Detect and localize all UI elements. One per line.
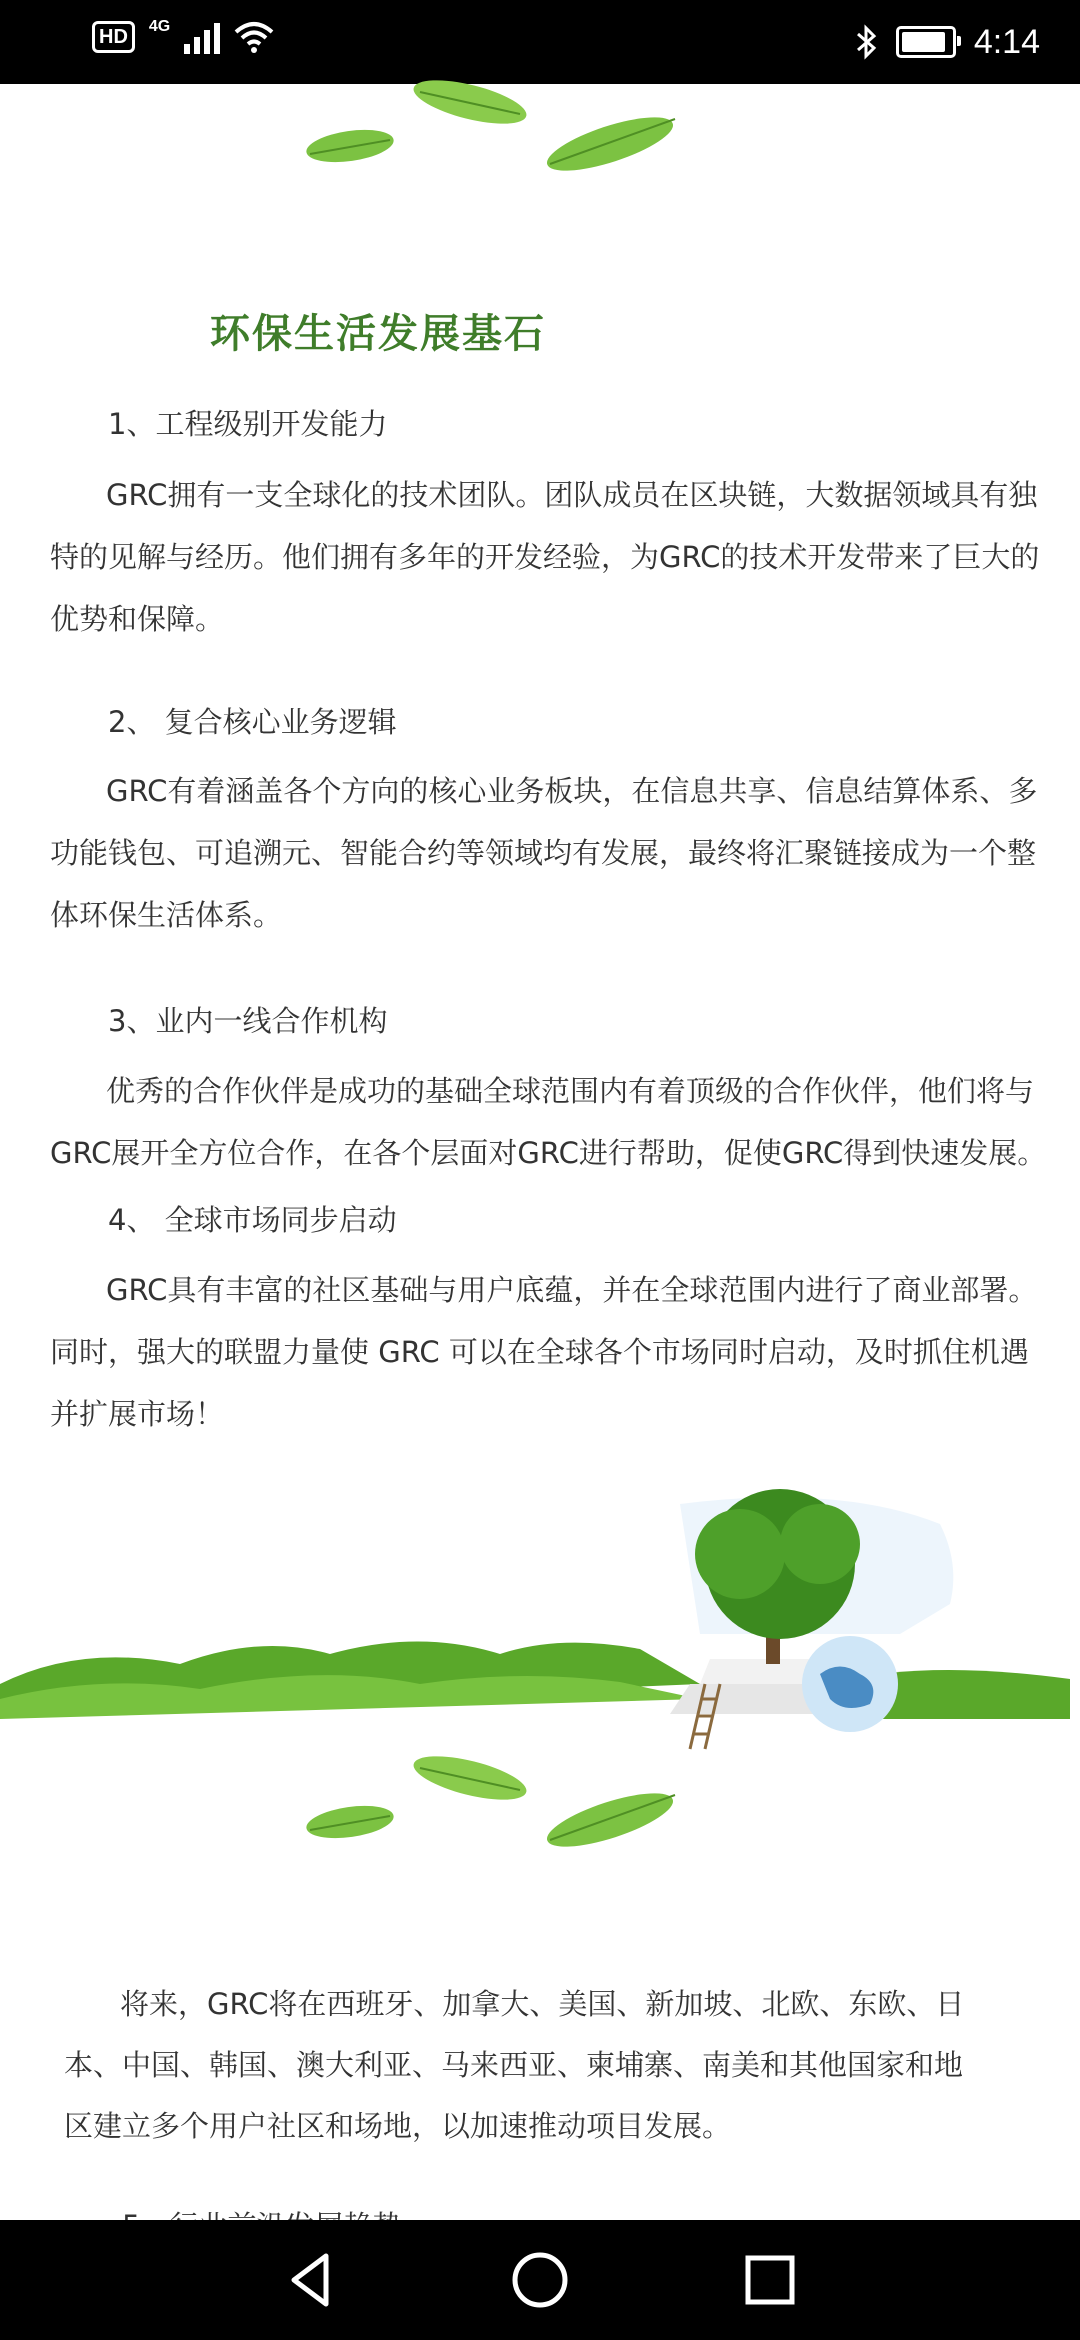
section-2-heading: 2、 复合核心业务逻辑 bbox=[108, 705, 397, 739]
section-3-body: 优秀的合作伙伴是成功的基础全球范围内有着顶级的合作伙伴，他们将与GRC展开全方位合作，在各个层面对GRC进行帮助，促使GRC得到快速发展。 bbox=[50, 1074, 1047, 1170]
article-content[interactable] bbox=[0, 84, 1080, 2220]
leaf-decoration-top bbox=[270, 84, 790, 194]
network-type: 4G bbox=[148, 18, 171, 35]
section-1-body: GRC拥有一支全球化的技术团队。团队成员在区块链，大数据领域具有独特的见解与经历。他们拥有多年的开发经验，为GRC的技术开发带来了巨大的优势和保障。 bbox=[50, 478, 1040, 636]
back-icon[interactable] bbox=[282, 2250, 342, 2310]
signal-icon bbox=[184, 20, 220, 54]
article-title: 环保生活发展基石 bbox=[210, 310, 546, 357]
clock: 4:14 bbox=[973, 23, 1040, 61]
future-paragraph: 将来，GRC将在西班牙、加拿大、美国、新加坡、北欧、东欧、日本、中国、韩国、澳大利亚、马来西亚、柬埔寨、南美和其他国家和地区建立多个用户社区和场地，以加速推动项目发展。 bbox=[64, 1987, 965, 2143]
section-1-heading: 1、工程级别开发能力 bbox=[108, 407, 388, 441]
section-4-heading: 4、 全球市场同步启动 bbox=[108, 1203, 397, 1237]
wifi-icon bbox=[234, 20, 274, 54]
home-icon[interactable] bbox=[510, 2250, 570, 2310]
hd-icon: HD bbox=[92, 21, 135, 53]
status-left bbox=[92, 20, 274, 54]
status-bar bbox=[0, 0, 1080, 84]
section-4-body: GRC具有丰富的社区基础与用户底蕴，并在全球范围内进行了商业部署。同时，强大的联盟力量使 GRC 可以在全球各个市场同时启动，及时抓住机遇并扩展市场！ bbox=[50, 1273, 1038, 1431]
battery-icon bbox=[896, 26, 956, 58]
recent-apps-icon[interactable] bbox=[740, 2250, 800, 2310]
status-right bbox=[854, 18, 1040, 66]
bluetooth-icon bbox=[854, 24, 878, 60]
leaf-decoration-middle bbox=[270, 1760, 790, 1870]
section-3-heading: 3、业内一线合作机构 bbox=[108, 1004, 388, 1038]
section-2-body: GRC有着涵盖各个方向的核心业务板块，在信息共享、信息结算体系、多功能钱包、可追溯元、智能合约等领域均有发展，最终将汇聚链接成为一个整体环保生活体系。 bbox=[50, 774, 1038, 932]
navigation-bar bbox=[0, 2220, 1080, 2340]
